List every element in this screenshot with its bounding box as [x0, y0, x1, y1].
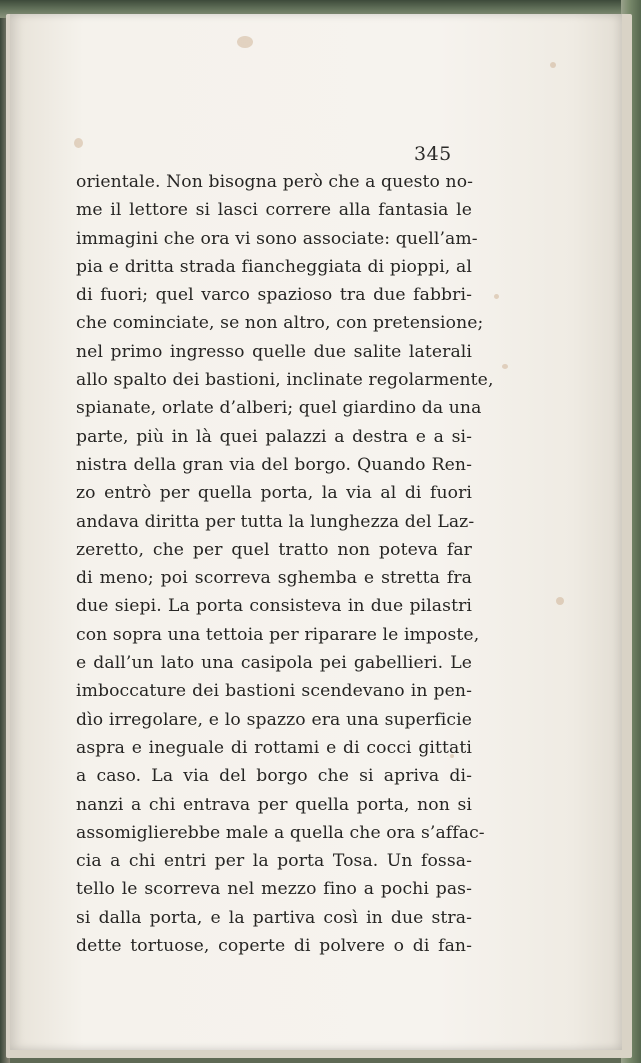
text-line: nistra della gran via del borgo. Quando Ren-	[76, 454, 472, 475]
text-line: allo spalto dei bastioni, inclinate regolarmente,	[76, 370, 494, 391]
text-line: zeretto, che per quel tratto non poteva far	[76, 539, 472, 560]
text-line: a caso. La via del borgo che si apriva di-	[76, 766, 472, 787]
text-line: tello le scorreva nel mezzo fino a pochi pas-	[76, 879, 472, 900]
text-line: di meno; poi scorreva sghemba e stretta fra	[76, 568, 472, 589]
paper-stain	[237, 36, 253, 48]
text-line: con sopra una tettoia per riparare le imposte,	[76, 624, 480, 645]
text-line: imboccature dei bastioni scendevano in pen-	[76, 681, 472, 702]
text-line: che cominciate, se non altro, con pretensione;	[76, 313, 484, 334]
text-line: zo entrò per quella porta, la via al di fuori	[76, 483, 472, 504]
text-line: me il lettore si lasci correre alla fantasia le	[76, 200, 472, 221]
paper-stain	[74, 138, 83, 148]
text-line: assomiglierebbe male a quella che ora s’affac-	[76, 822, 485, 843]
text-line: dette tortuose, coperte di polvere o di fan-	[76, 936, 472, 957]
paper-stain	[550, 62, 556, 68]
page-number: 345	[414, 143, 452, 165]
body-text	[76, 168, 494, 960]
paper-stain	[502, 364, 508, 369]
paper-stain	[556, 597, 564, 605]
text-line: di fuori; quel varco spazioso tra due fabbri-	[76, 285, 472, 306]
text-line: parte, più in là quei palazzi a destra e a si-	[76, 426, 472, 447]
text-line: orientale. Non bisogna però che a questo no-	[76, 172, 474, 192]
text-line: due siepi. La porta consisteva in due pilastri	[76, 596, 472, 617]
text-line: si dalla porta, e la partiva così in due stra-	[76, 907, 472, 928]
text-line: pia e dritta strada fiancheggiata di pioppi, al	[76, 256, 472, 277]
text-line: cia a chi entri per la porta Tosa. Un fossa-	[76, 851, 472, 872]
text-line: dìo irregolare, e lo spazzo era una superficie	[76, 709, 472, 730]
text-line: nanzi a chi entrava per quella porta, non si	[76, 794, 472, 815]
text-line: spianate, orlate d’alberi; quel giardino da una	[76, 398, 482, 419]
paper-stain	[494, 294, 499, 299]
text-line: nel primo ingresso quelle due salite laterali	[76, 341, 472, 362]
text-line: andava diritta per tutta la lunghezza del Laz-	[76, 511, 475, 532]
text-line: aspra e ineguale di rottami e di cocci gittati	[76, 737, 472, 758]
text-line: immagini che ora vi sono associate: quell’am-	[76, 228, 478, 249]
text-line: e dall’un lato una casipola pei gabellieri. Le	[76, 653, 472, 674]
